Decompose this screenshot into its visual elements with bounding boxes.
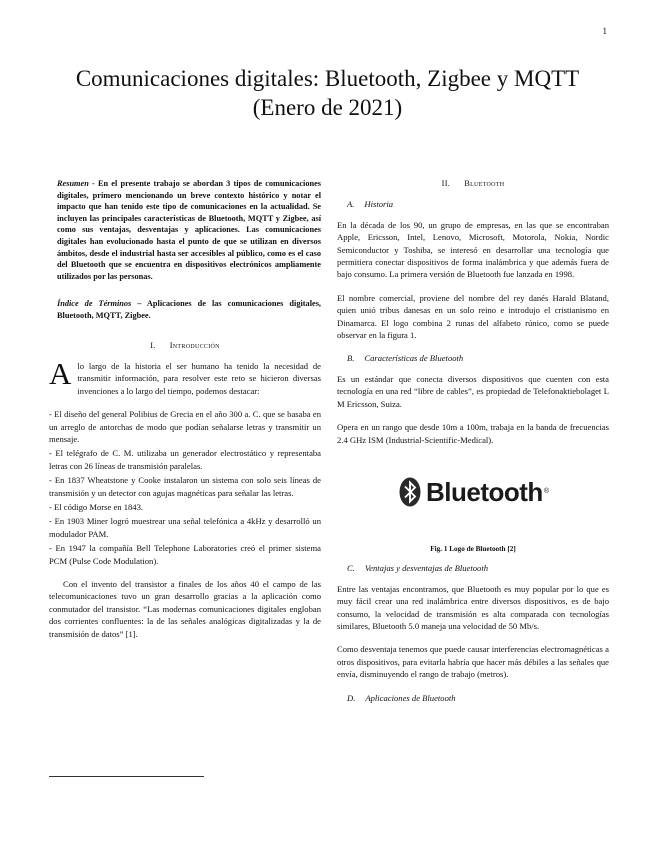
index-terms-label: Índice de Términos <box>57 299 132 309</box>
paper-title-date: (Enero de 2021) <box>252 95 403 120</box>
footnote-divider <box>49 776 204 777</box>
left-column <box>49 178 321 651</box>
section-heading-introduction: I. Introducción <box>150 340 220 350</box>
list-item: - El código Morse en 1843. <box>49 502 144 512</box>
bluetooth-wordmark: Bluetooth <box>426 476 543 507</box>
right-column <box>337 178 609 712</box>
intro-paragraph: A lo largo de la historia el ser humano ha tenido la necesidad de transmitir información, para resolver este reto se hicieron diversas invenciones a lo largo del tiempo, podemos destacar: <box>49 355 321 396</box>
list-item: - En 1903 Miner logró muestrear una señal telefónica a 4kHz y desarrolló un modulador PAM. <box>49 516 321 539</box>
paper-title-main: Comunicaciones digitales: Bluetooth, Zigbee y MQTT <box>75 66 580 91</box>
history-paragraph-2: El nombre comercial, proviene del nombre del rey danés Harald Blatand, quien unió tribus danesas en un solo reino e introdujo el cristianismo en Dinamarca. El logo combina 2 runas del alfabeto rúnico, como se puede observar en la figura 1. <box>337 292 609 341</box>
history-paragraph-1: En la década de los 90, un grupo de empresas, en las que se encontraban Apple, Ericsson, Intel, Lenovo, Microsoft, Motorola, Nokia, Nordic Semiconductor y Toshiba, se interesó en desarrollar una tecnología que permitiera conectar dispositivos de forma inalámbrica y que además fuera de bajo consumo. La primera versión de Bluetooth fue lanzada en 1998. <box>337 219 609 280</box>
features-paragraph-1: Es un estándar que conecta diversos dispositivos que cuenten con esta tecnología en una red “libre de cables”, es propiedad de Telefonaktiebolaget L M Ericsson, Suiza. <box>337 373 609 409</box>
abstract <box>57 178 321 282</box>
index-terms <box>57 298 321 321</box>
drop-cap: A <box>49 355 72 391</box>
list-item: - En 1947 la compañía Bell Telephone Laboratories creó el primer sistema PCM (Pulse Code Modulation). <box>49 543 321 566</box>
index-terms-text: – Aplicaciones de las comunicaciones digitales, Bluetooth, MQTT, Zigbee. <box>57 299 321 320</box>
list-item: - El telégrafo de C. M. utilizaba un generador electrostático y representaba letras con 26 líneas de transmisión paralelas. <box>49 448 321 471</box>
features-paragraph-2: Opera en un rango que desde 10m a 100m, trabaja en la banda de frecuencias 2.4 GHz ISM (Industrial-Scientific-Medical). <box>337 422 609 445</box>
page-number: 1 <box>602 26 607 36</box>
subsection-history: A. Historia <box>347 199 394 210</box>
registered-mark: ® <box>543 487 549 495</box>
advantages-paragraph: Entre las ventajas encontramos, que Bluetooth es muy popular por lo que es muy fácil crear una red inalámbrica entre diversos dispositivos, es de bajo consumo, la velocidad de transmisión es alta comparada con tecnologías similares, Bluetooth 5.0 maneja una velocidad de 50 Mb/s. <box>337 583 609 631</box>
subsection-features: B. Características de Bluetooth <box>347 353 464 364</box>
figure-caption: Fig. 1 Logo de Bluetooth [2] <box>430 544 516 553</box>
list-item: - El diseño del general Polibius de Grecia en el año 300 a. C. que se basaba en un arreglo de antorchas de modo que podían señalarse letras y transmitir un mensaje. <box>49 409 321 444</box>
subsection-applications: D. Aplicaciones de Bluetooth <box>347 692 456 703</box>
section-heading-bluetooth: II. Bluetooth <box>441 179 505 188</box>
transistor-paragraph: Con el invento del transistor a finales de los años 40 el campo de las telecomunicaciones tuvo un gran desarrollo gracias a la aplicación como conmutador del transistor. “Las modernas comunicaciones digitales engloban dos corrientes confluentes: la de las señales analógicas digitalizadas y la de transmisión de datos” [1]. <box>49 579 321 639</box>
list-item: - En 1837 Wheatstone y Cooke instalaron un sistema con solo seis líneas de transmisión y un detector con agujas magnéticas para señalar las letras. <box>49 475 321 498</box>
history-list <box>49 408 321 567</box>
bluetooth-logo-figure <box>337 457 609 541</box>
abstract-label: Resumen <box>57 179 89 188</box>
disadvantages-paragraph: Como desventaja tenemos que puede causar interferencias electromagnéticas a otros dispositivos, para evitarla habría que hacer más débiles a las señales que envía, disminuyendo el rango de trabajo (metros). <box>337 644 609 680</box>
paper-title <box>70 64 585 122</box>
abstract-text: - En el presente trabajo se abordan 3 tipos de comunicaciones digitales, primero mencionando un breve contexto histórico y notar el impacto que han tenido este tipo de comunicaciones en la actualidad. Se incluyen las principales características de Bluetooth, MQTT y Zigbee, así como sus ventajas, desventajas y aplicaciones. Las comunicaciones digitales han evolucionado hasta el punto de que se utilizan en diversos ámbitos, desde el industrial hasta ser accesibles al público, como es el caso del Bluetooth que se encuentra en dispositivos electrónicos ampliamente utilizados por las personas. <box>57 179 321 281</box>
bluetooth-icon <box>399 477 421 507</box>
subsection-pros-cons: C. Ventajas y desventajas de Bluetooth <box>347 563 489 574</box>
